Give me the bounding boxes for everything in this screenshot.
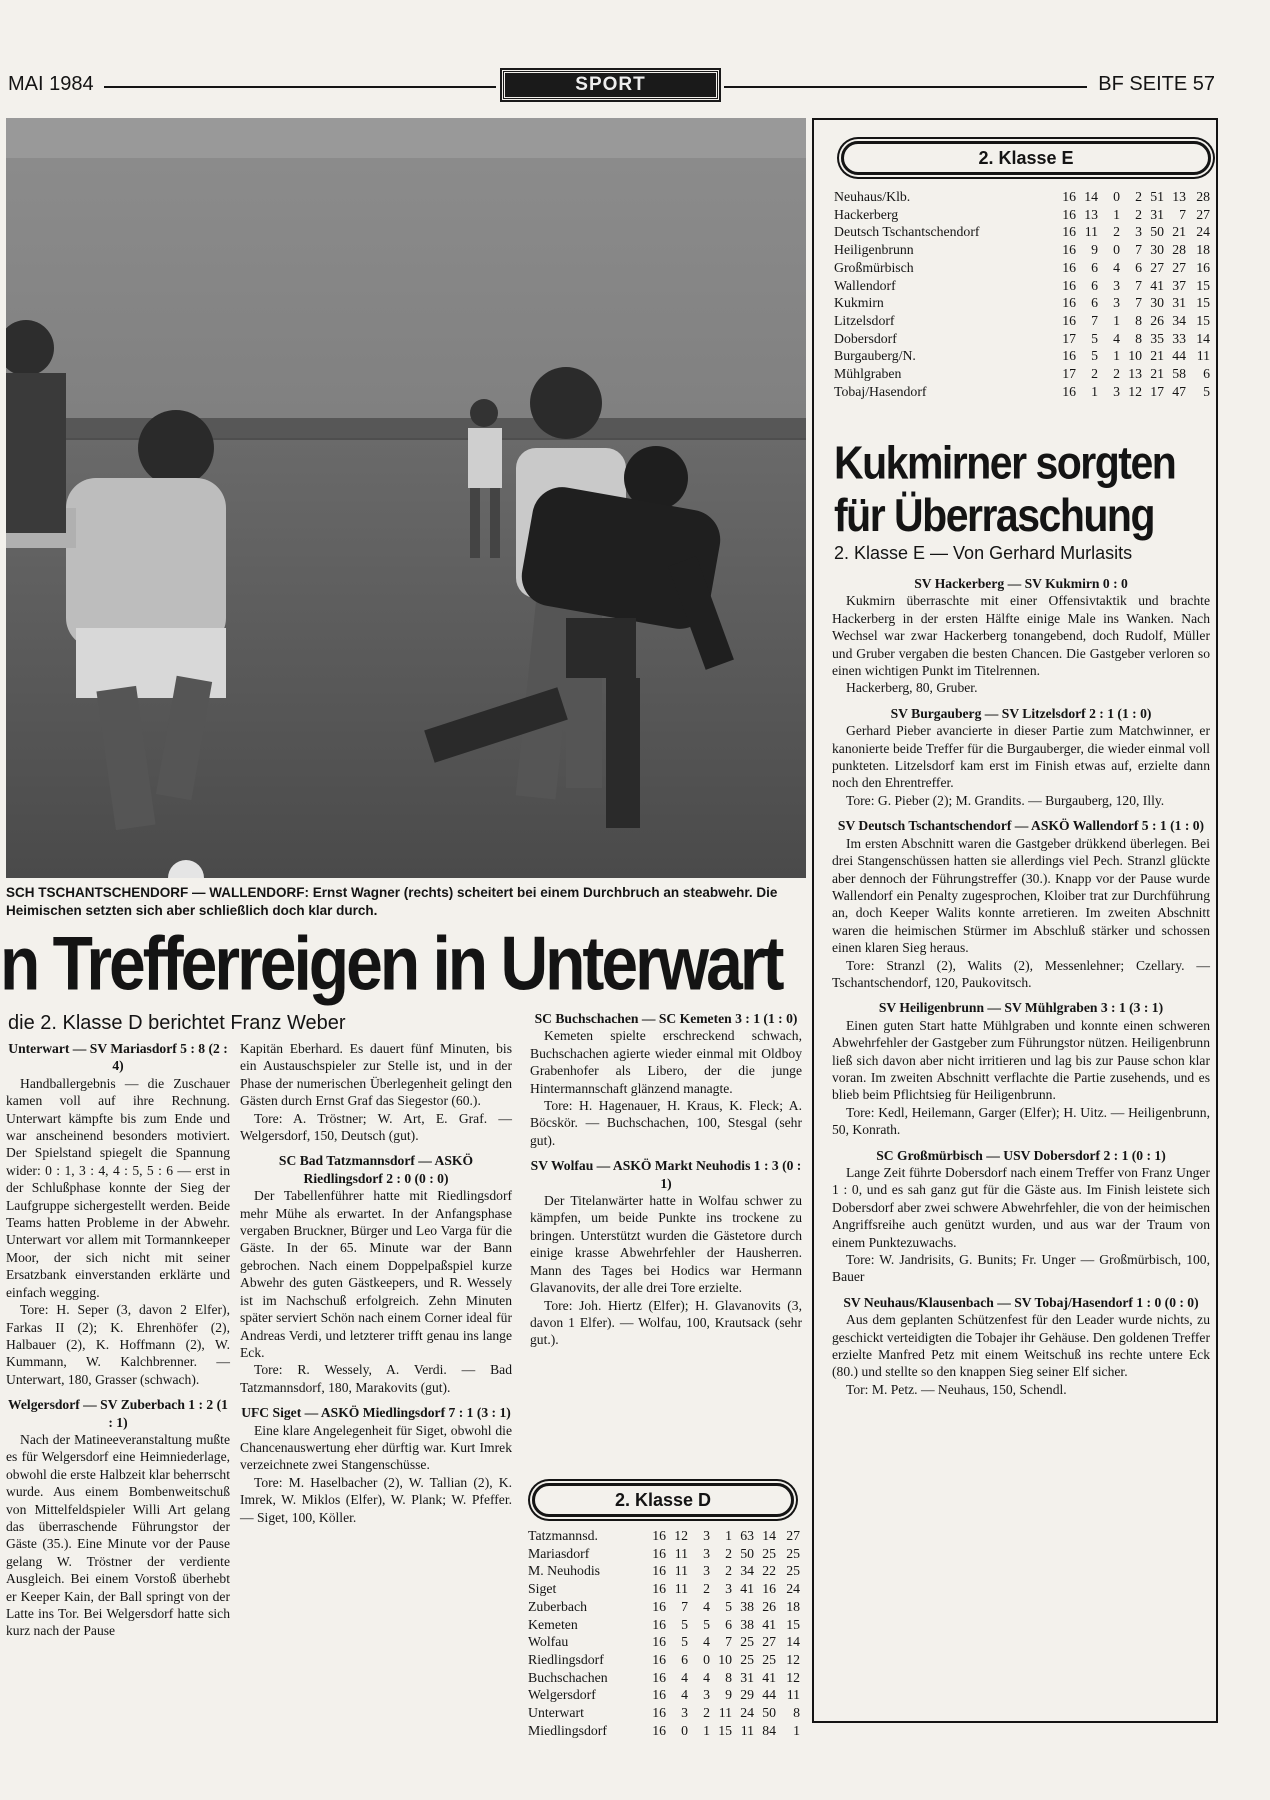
stat-cell: 5 <box>725 1598 732 1614</box>
headline-left: n Trefferreigen in Unterwart <box>0 920 782 1006</box>
match-heading: Unterwart — SV Mariasdorf 5 : 8 (2 : 4) <box>8 1041 228 1074</box>
stat-cell: 2 <box>1135 189 1142 204</box>
team-name: Dobersdorf <box>834 330 897 346</box>
stat-cell: 3 <box>1135 224 1142 240</box>
stat-cell: 4 <box>681 1669 688 1685</box>
stat-cell: 14 <box>762 1528 776 1543</box>
match-heading: Welgersdorf — SV Zuberbach 1 : 2 (1 : 1) <box>8 1397 228 1430</box>
standings-row <box>834 383 1210 401</box>
stat-cell: 34 <box>1172 312 1186 328</box>
team-name: Heiligenbrunn <box>834 242 914 258</box>
stat-cell: 1 <box>1113 348 1120 364</box>
stat-cell: 8 <box>1135 312 1142 328</box>
stat-cell: 84 <box>762 1722 776 1738</box>
team-name: Riedlingsdorf <box>528 1651 604 1667</box>
stat-cell: 38 <box>740 1616 754 1632</box>
stat-cell: 0 <box>681 1722 688 1738</box>
byline-right: 2. Klasse E — Von Gerhard Murlasits <box>834 543 1133 563</box>
stat-cell: 16 <box>1062 383 1076 399</box>
stat-cell: 28 <box>1172 242 1186 258</box>
stat-cell: 27 <box>1196 206 1210 222</box>
article-right-text <box>832 575 1210 1398</box>
stat-cell: 11 <box>674 1545 688 1561</box>
standings-row <box>528 1651 800 1669</box>
stat-cell: 16 <box>1062 295 1076 311</box>
stat-cell: 11 <box>740 1722 754 1738</box>
paragraph: Nach der Matineeveranstaltung mußte es für Welgersdorf eine Heimniederlage, obwohl die erste Halbzeit klar beherrscht wurde. Aus einem Bombenweitschuß von Mittelfeldspieler Willi Art gelang das überraschende Führungstor der Gäste (35.). Eine Minute vor der Pause gelang W. Tröstner der verdiente Ausgleich. Bei einem Vorstoß überhebt er Keeper Kain, der Ball springt von der Latte ins Tor. Bei Welgersdorf hatte sich kurz nach der Pause <box>6 1431 230 1639</box>
stat-cell: 16 <box>652 1598 666 1614</box>
standings-row <box>834 312 1210 330</box>
match-heading: SV Hackerberg — SV Kukmirn 0 : 0 <box>914 576 1128 591</box>
stat-cell: 26 <box>1150 312 1164 328</box>
stat-cell: 38 <box>740 1598 754 1614</box>
stat-cell: 1 <box>725 1528 732 1543</box>
stat-cell: 35 <box>1150 330 1164 346</box>
stat-cell: 27 <box>786 1528 800 1543</box>
stat-cell: 47 <box>1172 383 1186 399</box>
byline-left: die 2. Klasse D berichtet Franz Weber <box>8 1012 346 1034</box>
standings-row <box>834 223 1210 241</box>
standings-row <box>528 1669 800 1687</box>
stat-cell: 30 <box>1150 295 1164 311</box>
standings-row <box>834 365 1210 383</box>
paragraph: Aus dem geplanten Schützenfest für den Leader wurde nichts, zu geschickt verteidigten die Tobajer ihr Gehäuse. Den goldenen Treffer erzielte Manfred Petz mit einem Weitschuß ins rechte untere Eck (80.) und stellte so den knappen Sieg seiner Elf sicher. <box>832 1312 1210 1380</box>
stat-cell: 11 <box>786 1687 800 1703</box>
standings-row <box>528 1616 800 1634</box>
stat-cell: 16 <box>652 1651 666 1667</box>
team-name: Großmürbisch <box>834 259 914 275</box>
stat-cell: 4 <box>681 1687 688 1703</box>
stat-cell: 16 <box>1062 312 1076 328</box>
standings-table-d <box>528 1527 800 1739</box>
stat-cell: 16 <box>762 1581 776 1597</box>
stat-cell: 1 <box>1113 312 1120 328</box>
goals-line: Tore: Stranzl (2), Walits (2), Messenlehner; Czellary. — Tschantschendorf, 120, Paukovitsch. <box>832 957 1210 990</box>
stat-cell: 17 <box>1062 330 1076 346</box>
stat-cell: 3 <box>725 1581 732 1597</box>
photo-caption: SCH TSCHANTSCHENDORF — WALLENDORF: Ernst Wagner (rechts) scheitert bei einem Durchbruch an steabwehr. Die Heimischen setzten sich aber schließlich doch klar durch. <box>6 885 778 918</box>
stat-cell: 15 <box>1196 277 1210 293</box>
stat-cell: 25 <box>762 1545 776 1561</box>
stat-cell: 1 <box>793 1722 800 1738</box>
stat-cell: 25 <box>786 1563 800 1579</box>
stat-cell: 7 <box>1135 277 1142 293</box>
team-name: Siget <box>528 1581 557 1597</box>
page-number: BF SEITE 57 <box>1098 73 1215 95</box>
stat-cell: 6 <box>1091 295 1098 311</box>
article-left-column-1 <box>6 1040 230 1640</box>
stat-cell: 2 <box>725 1545 732 1561</box>
stat-cell: 16 <box>652 1669 666 1685</box>
stat-cell: 16 <box>652 1705 666 1721</box>
stat-cell: 6 <box>681 1651 688 1667</box>
stat-cell: 5 <box>681 1616 688 1632</box>
goals-line: Tore: Kedl, Heilemann, Garger (Elfer); H. Uitz. — Heiligenbrunn, 50, Konrath. <box>832 1104 1210 1138</box>
goals-line: Tore: W. Jandrisits, G. Bunits; Fr. Unger — Großmürbisch, 100, Bauer <box>832 1252 1210 1285</box>
stat-cell: 6 <box>1203 366 1210 382</box>
stat-cell: 7 <box>681 1598 688 1614</box>
match-heading: SC Bad Tatzmannsdorf — ASKÖ Riedlingsdorf 2 : 0 (0 : 0) <box>278 1153 474 1186</box>
stat-cell: 7 <box>1091 312 1098 328</box>
stat-cell: 15 <box>1196 295 1210 311</box>
stat-cell: 41 <box>762 1616 776 1632</box>
team-name: Zuberbach <box>528 1598 587 1614</box>
stat-cell: 1 <box>1091 383 1098 399</box>
stat-cell: 31 <box>740 1669 754 1685</box>
table-d-title: 2. Klasse D <box>532 1483 794 1517</box>
stat-cell: 7 <box>1179 206 1186 222</box>
paragraph: Einen guten Start hatte Mühlgraben und konnte einen schweren Abwehrfehler der Gastgeber zum Führungstor nützen. Heiligenbrunn ließ sich davon aber nicht irritieren und lag bis zur Pause schon klar voran. Im zweiten Abschnitt verflachte die Partie zusehends, und es blieb beim Pflichtsieg für Heiligenbrunn. <box>832 1017 1210 1103</box>
match-heading: SC Buchschachen — SC Kemeten 3 : 1 (1 : 0) <box>534 1011 798 1026</box>
stat-cell: 5 <box>1091 330 1098 346</box>
stat-cell: 17 <box>1150 383 1164 399</box>
stat-cell: 6 <box>1091 259 1098 275</box>
stat-cell: 34 <box>740 1563 754 1579</box>
stat-cell: 3 <box>1113 295 1120 311</box>
stat-cell: 44 <box>1172 348 1186 364</box>
match-heading: SV Deutsch Tschantschendorf — ASKÖ Wallendorf 5 : 1 (1 : 0) <box>837 818 1205 834</box>
goals-line: Tore: H. Seper (3, davon 2 Elfer), Farkas II (2); K. Ehrenhöfer (2), Halbauer (2), K. Hoffmann (2), W. Kummann, W. Kalchbrenner. — Unterwart, 180, Grasser (schwach). <box>6 1302 230 1387</box>
stat-cell: 2 <box>1113 224 1120 240</box>
stat-cell: 1 <box>703 1722 710 1738</box>
issue-date: MAI 1984 <box>8 73 94 95</box>
stat-cell: 16 <box>1062 348 1076 364</box>
paragraph: Eine klare Angelegenheit für Siget, obwohl die Chancenauswertung eher dürftig war. Kurt Imrek verzeichnete zwei Stangenschüsse. <box>240 1422 512 1473</box>
paragraph: Der Titelanwärter hatte in Wolfau schwer zu kämpfen, um beide Punkte ins trockene zu bringen. Unterstützt wurden die Gästetore durch einige krasse Abwehrfehler der Hausherren. Mann des Tages bei Hodics war Hermann Glavanovits, der alle drei Tore erzielte. <box>530 1193 802 1296</box>
match-heading: SV Heiligenbrunn — SV Mühlgraben 3 : 1 (3 : 1) <box>878 1000 1164 1016</box>
photo-illustration <box>6 118 806 878</box>
stat-cell: 50 <box>740 1545 754 1561</box>
stat-cell: 16 <box>1062 189 1076 204</box>
stat-cell: 44 <box>762 1687 776 1703</box>
stat-cell: 1 <box>1113 206 1120 222</box>
match-photo <box>6 118 806 878</box>
stat-cell: 11 <box>1196 348 1210 364</box>
stat-cell: 22 <box>762 1563 776 1579</box>
stat-cell: 21 <box>1150 366 1164 382</box>
section-label: SPORT <box>502 70 719 100</box>
stat-cell: 4 <box>703 1598 710 1614</box>
match-heading: SC Großmürbisch — USV Dobersdorf 2 : 1 (0 : 1) <box>876 1147 1166 1163</box>
stat-cell: 27 <box>1172 259 1186 275</box>
goals-line: Tore: H. Hagenauer, H. Kraus, K. Fleck; A. Böcskör. — Buchschachen, 100, Stesgal (sehr gut). <box>530 1098 802 1148</box>
stat-cell: 6 <box>1135 259 1142 275</box>
team-name: Wallendorf <box>834 277 896 293</box>
stat-cell: 11 <box>718 1705 732 1721</box>
standings-row <box>528 1633 800 1651</box>
standings-row <box>834 294 1210 312</box>
standings-table-e <box>834 188 1210 400</box>
standings-row <box>528 1527 800 1545</box>
stat-cell: 41 <box>762 1669 776 1685</box>
standings-row <box>834 241 1210 259</box>
paragraph: Kemeten spielte erschreckend schwach, Buchschachen agierte wieder einmal mit Oldboy Grabenhofer als Libero, der die junge Hintermannschaft glänzend managte. <box>530 1028 802 1096</box>
stat-cell: 31 <box>1172 295 1186 311</box>
stat-cell: 37 <box>1172 277 1186 293</box>
stat-cell: 14 <box>1084 189 1098 204</box>
stat-cell: 16 <box>1062 242 1076 258</box>
stat-cell: 16 <box>652 1722 666 1738</box>
standings-row <box>528 1722 800 1740</box>
stat-cell: 18 <box>786 1598 800 1614</box>
stat-cell: 24 <box>786 1581 800 1597</box>
stat-cell: 5 <box>703 1616 710 1632</box>
stat-cell: 2 <box>703 1581 710 1597</box>
stat-cell: 17 <box>1062 366 1076 382</box>
stat-cell: 33 <box>1172 330 1186 346</box>
stat-cell: 3 <box>703 1687 710 1703</box>
stat-cell: 25 <box>762 1651 776 1667</box>
stat-cell: 24 <box>740 1705 754 1721</box>
stat-cell: 16 <box>652 1616 666 1632</box>
paragraph: Kukmirn überraschte mit einer Offensivtaktik und brachte Hackerberg in der ersten Hälfte einige Male ins Wanken. Nach Wechsel war zwar Hackerberg tonangebend, doch Rudolf, Müller und Gruber vergaben die besten Chancen. Die Gastgeber verloren so einen wichtigen Punkt im Titelrennen. <box>832 593 1210 679</box>
team-name: Tatzmannsd. <box>528 1528 598 1543</box>
stat-cell: 12 <box>1128 383 1142 399</box>
stat-cell: 13 <box>1128 366 1142 382</box>
standings-row <box>834 330 1210 348</box>
stat-cell: 5 <box>1091 348 1098 364</box>
match-heading: SV Wolfau — ASKÖ Markt Neuhodis 1 : 3 (0 : 1) <box>530 1158 802 1191</box>
paragraph: Im ersten Abschnitt waren die Gastgeber drükkend überlegen. Bei drei Stangenschüssen hatten sie allerdings viel Pech. Stranzl glückte aber dennoch der Führungstreffer (30.). Knapp vor der Pause wurde Wallendorf ein Penalty zugesprochen, Kloiber trat zur Durchführung an, doch Keeper Walits konnte arretieren. Im zweiten Abschnitt waren die heimischen Stürmer im Abschluß stärker und schossen einen klaren Sieg heraus. <box>832 835 1210 956</box>
goals-line: Tore: A. Tröstner; W. Art, E. Graf. — Welgersdorf, 150, Deutsch (gut). <box>240 1110 512 1144</box>
stat-cell: 14 <box>786 1634 800 1650</box>
team-name: Mühlgraben <box>834 366 902 382</box>
stat-cell: 29 <box>740 1687 754 1703</box>
team-name: Miedlingsdorf <box>528 1722 607 1738</box>
stat-cell: 50 <box>1150 224 1164 240</box>
stat-cell: 16 <box>1062 277 1076 293</box>
stat-cell: 24 <box>1196 224 1210 240</box>
stat-cell: 13 <box>1172 189 1186 204</box>
paragraph: Kapitän Eberhard. Es dauert fünf Minuten, bis ein Austauschspieler zur Stelle ist, und in der Phase der numerischen Überlegenheit gelingt den Gästen durch Ernst Graf das Siegestor (60.). <box>240 1041 512 1109</box>
header-rule-left <box>104 86 496 88</box>
paragraph: Der Tabellenführer hatte mit Riedlingsdorf mehr Mühe als erwartet. In der Anfangsphase vergaben Bruckner, Bürger und Leo Varga für die Gäste. In der 65. Minute war der Bann gebrochen. Nach einem Doppelpaßspiel kurze Abwehr des guten Gästkeepers, und R. Wessely ist im Nachschuß erfolgreich. Zehn Minuten später serviert Schön nach einem Corner ideal für Andreas Verdi, und letzterer trifft genau ins lange Eck. <box>240 1188 512 1360</box>
stat-cell: 16 <box>1062 206 1076 222</box>
standings-row <box>834 277 1210 295</box>
stat-cell: 2 <box>703 1705 710 1721</box>
stat-cell: 12 <box>786 1669 800 1685</box>
stat-cell: 4 <box>703 1669 710 1685</box>
stat-cell: 7 <box>1135 242 1142 258</box>
match-heading: SV Burgauberg — SV Litzelsdorf 2 : 1 (1 : 0) <box>890 705 1152 721</box>
stat-cell: 27 <box>1150 259 1164 275</box>
stat-cell: 16 <box>652 1687 666 1703</box>
goals-line: Tore: R. Wessely, A. Verdi. — Bad Tatzmannsdorf, 180, Marakovits (gut). <box>240 1362 512 1395</box>
team-name: Buchschachen <box>528 1669 608 1685</box>
stat-cell: 30 <box>1150 242 1164 258</box>
stat-cell: 16 <box>652 1545 666 1561</box>
team-name: Welgersdorf <box>528 1687 596 1703</box>
team-name: Kemeten <box>528 1616 578 1632</box>
stat-cell: 3 <box>1113 383 1120 399</box>
standings-row <box>528 1598 800 1616</box>
stat-cell: 51 <box>1150 189 1164 204</box>
team-name: Tobaj/Hasendorf <box>834 383 927 399</box>
match-heading: SV Neuhaus/Klausenbach — SV Tobaj/Hasendorf 1 : 0 (0 : 0) <box>843 1294 1199 1310</box>
stat-cell: 58 <box>1172 366 1186 382</box>
goals-line: Tore: M. Haselbacher (2), W. Tallian (2), K. Imrek, W. Miklos (Elfer), W. Plank; W. Pfeffer. — Siget, 100, Köller. <box>240 1474 512 1525</box>
standings-row <box>528 1580 800 1598</box>
stat-cell: 18 <box>1196 242 1210 258</box>
header-rule-right <box>724 86 1087 88</box>
page-header <box>0 70 1270 102</box>
team-name: Hackerberg <box>834 206 899 222</box>
stat-cell: 25 <box>740 1651 754 1667</box>
stat-cell: 16 <box>652 1634 666 1650</box>
stat-cell: 3 <box>703 1528 710 1543</box>
article-left-column-2 <box>240 1040 512 1526</box>
stat-cell: 11 <box>674 1581 688 1597</box>
stat-cell: 27 <box>762 1634 776 1650</box>
goals-line: Tor: M. Petz. — Neuhaus, 150, Schendl. <box>846 1381 1067 1397</box>
stat-cell: 4 <box>703 1634 710 1650</box>
stat-cell: 12 <box>786 1651 800 1667</box>
stat-cell: 14 <box>1196 330 1210 346</box>
standings-row <box>834 259 1210 277</box>
stat-cell: 16 <box>652 1528 666 1543</box>
stat-cell: 21 <box>1172 224 1186 240</box>
goals-line: Hackerberg, 80, Gruber. <box>846 680 978 696</box>
team-name: Mariasdorf <box>528 1545 590 1561</box>
headline-right: Kukmirner sorgten für Überraschung <box>834 437 1176 542</box>
stat-cell: 0 <box>1113 189 1120 204</box>
stat-cell: 11 <box>674 1563 688 1579</box>
paragraph: Handballergebnis — die Zuschauer kamen voll auf ihre Rechnung. Unterwart kämpfte bis zum Ende und war anscheinend besonders motiviert. Der Spielstand spiegelt die Spannung wider: 0 : 1, 3 : 4, 4 : 5, 5 : 6 — erst in der Schlußphase konnte der Sieg der Laufgruppe sichergestellt werden. Beide Teams hatten Probleme in der Abwehr. Unterwart vor allem mit Tormannkeeper Moor, der sich nicht mit seiner Ersatzbank einverstanden erklärte und einfach wegging. <box>6 1075 230 1300</box>
stat-cell: 15 <box>1196 312 1210 328</box>
team-name: Kukmirn <box>834 295 884 311</box>
team-name: Unterwart <box>528 1705 584 1721</box>
stat-cell: 7 <box>1135 295 1142 311</box>
standings-row <box>528 1545 800 1563</box>
goals-line: Tore: Joh. Hiertz (Elfer); H. Glavanovits (3, davon 1 Elfer). — Wolfau, 100, Krautsack (sehr gut.). <box>530 1297 802 1348</box>
stat-cell: 3 <box>703 1545 710 1561</box>
standings-row <box>834 347 1210 365</box>
team-name: Neuhaus/Klb. <box>834 189 911 204</box>
stat-cell: 7 <box>725 1634 732 1650</box>
stat-cell: 6 <box>1091 277 1098 293</box>
stat-cell: 2 <box>1135 206 1142 222</box>
stat-cell: 16 <box>1062 224 1076 240</box>
stat-cell: 5 <box>1203 383 1210 399</box>
stat-cell: 10 <box>718 1651 732 1667</box>
standings-row <box>528 1562 800 1580</box>
stat-cell: 25 <box>786 1545 800 1561</box>
article-left-column-3 <box>530 1010 802 1349</box>
paragraph: Lange Zeit führte Dobersdorf nach einem Treffer von Franz Unger 1 : 0, und es sah ganz gut für die Gäste aus. Im Finish leistete sich Dobersdorf aber zwei schwere Abwehrfehler, die von der heimischen Angriffsreihe auch genützt wurden, und aus war der Traum von einem Punktezuwachs. <box>832 1165 1210 1250</box>
team-name: Wolfau <box>528 1634 569 1650</box>
stat-cell: 2 <box>1113 366 1120 382</box>
stat-cell: 12 <box>674 1528 688 1543</box>
stat-cell: 63 <box>740 1528 754 1543</box>
stat-cell: 13 <box>1084 206 1098 222</box>
stat-cell: 10 <box>1128 348 1142 364</box>
stat-cell: 4 <box>1113 330 1120 346</box>
stat-cell: 50 <box>762 1705 776 1721</box>
stat-cell: 9 <box>725 1687 732 1703</box>
team-name: Deutsch Tschantschendorf <box>834 224 980 240</box>
stat-cell: 8 <box>793 1705 800 1721</box>
standings-row <box>528 1704 800 1722</box>
stat-cell: 0 <box>703 1651 710 1667</box>
stat-cell: 2 <box>725 1563 732 1579</box>
stat-cell: 41 <box>740 1581 754 1597</box>
stat-cell: 8 <box>725 1669 732 1685</box>
stat-cell: 6 <box>725 1616 732 1632</box>
stat-cell: 25 <box>740 1634 754 1650</box>
standings-row <box>834 206 1210 224</box>
standings-row <box>834 188 1210 206</box>
stat-cell: 5 <box>681 1634 688 1650</box>
stat-cell: 3 <box>703 1563 710 1579</box>
stat-cell: 26 <box>762 1598 776 1614</box>
team-name: Burgauberg/N. <box>834 348 916 364</box>
stat-cell: 11 <box>1084 224 1098 240</box>
stat-cell: 28 <box>1196 189 1210 204</box>
stat-cell: 4 <box>1113 259 1120 275</box>
stat-cell: 31 <box>1150 206 1164 222</box>
stat-cell: 9 <box>1091 242 1098 258</box>
goals-line: Tore: G. Pieber (2); M. Grandits. — Burgauberg, 120, Illy. <box>846 792 1165 808</box>
match-heading: UFC Siget — ASKÖ Miedlingsdorf 7 : 1 (3 : 1) <box>241 1405 511 1421</box>
standings-row <box>528 1686 800 1704</box>
stat-cell: 2 <box>1091 366 1098 382</box>
stat-cell: 8 <box>1135 330 1142 346</box>
stat-cell: 16 <box>652 1581 666 1597</box>
stat-cell: 15 <box>718 1722 732 1738</box>
stat-cell: 21 <box>1150 348 1164 364</box>
paragraph: Gerhard Pieber avancierte in dieser Partie zum Matchwinner, er kanonierte beide Treffer für die Burgauberger, die wieder einmal voll punkteten. Litzelsdorf kam erst im Finish etwas auf, erzielte dann noch den Ehrentreffer. <box>832 723 1210 791</box>
stat-cell: 3 <box>1113 277 1120 293</box>
stat-cell: 16 <box>1062 259 1076 275</box>
stat-cell: 41 <box>1150 277 1164 293</box>
stat-cell: 16 <box>652 1563 666 1579</box>
stat-cell: 16 <box>1196 259 1210 275</box>
stat-cell: 0 <box>1113 242 1120 258</box>
stat-cell: 3 <box>681 1705 688 1721</box>
stat-cell: 15 <box>786 1616 800 1632</box>
team-name: M. Neuhodis <box>528 1563 601 1579</box>
team-name: Litzelsdorf <box>834 312 895 328</box>
table-e-title: 2. Klasse E <box>841 141 1211 175</box>
